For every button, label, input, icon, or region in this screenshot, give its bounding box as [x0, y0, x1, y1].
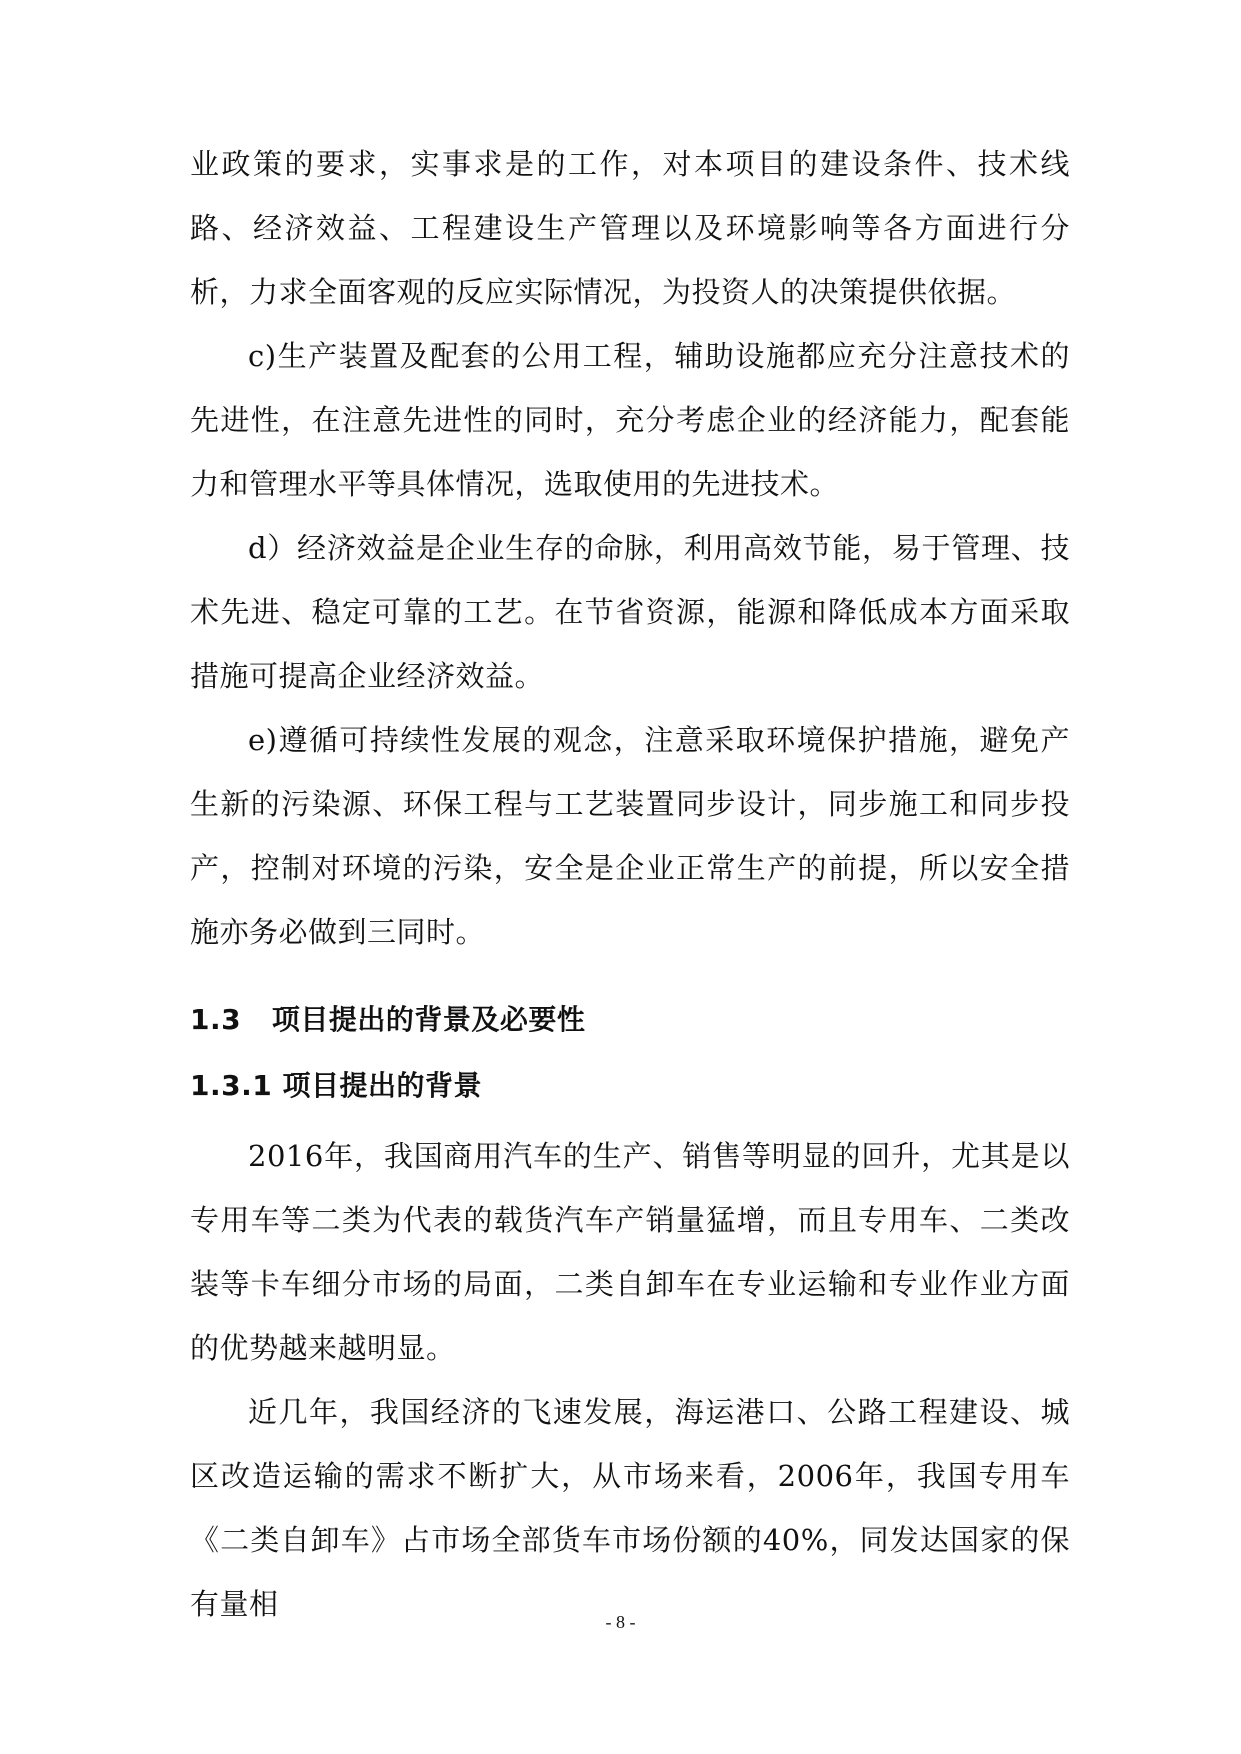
- paragraph-item-c: c)生产装置及配套的公用工程，辅助设施都应充分注意技术的先进性，在注意先进性的同时，充分考虑企业的经济能力，配套能力和管理水平等具体情况，选取使用的先进技术。: [190, 339, 1070, 501]
- paragraph-item-e: e)遵循可持续性发展的观念，注意采取环境保护措施，避免产生新的污染源、环保工程与工艺装置同步设计，同步施工和同步投产，控制对环境的污染，安全是企业正常生产的前提，所以安全措施亦务必做到三同时。: [190, 723, 1070, 949]
- subsection-heading-1-3-1: 1.3.1 项目提出的背景: [190, 1069, 482, 1102]
- paragraph-market-growth: 近几年，我国经济的飞速发展，海运港口、公路工程建设、城区改造运输的需求不断扩大，从市场来看，2006年，我国专用车《二类自卸车》占市场全部货车市场份额的40%，同发达国家的保有量相: [190, 1395, 1070, 1621]
- page-number: - 8 -: [605, 1612, 636, 1632]
- paragraph-continuation: 业政策的要求，实事求是的工作，对本项目的建设条件、技术线路、经济效益、工程建设生产管理以及环境影响等各方面进行分析，力求全面客观的反应实际情况，为投资人的决策提供依据。: [190, 147, 1070, 309]
- paragraph-background-2016: 2016年，我国商用汽车的生产、销售等明显的回升，尤其是以专用车等二类为代表的载货汽车产销量猛增，而且专用车、二类改装等卡车细分市场的局面，二类自卸车在专业运输和专业作业方面的优势越来越明显。: [190, 1139, 1070, 1365]
- paragraph-item-d: d）经济效益是企业生存的命脉，利用高效节能，易于管理、技术先进、稳定可靠的工艺。在节省资源，能源和降低成本方面采取措施可提高企业经济效益。: [190, 531, 1070, 693]
- section-heading-1-3: 1.3 项目提出的背景及必要性: [190, 1003, 586, 1036]
